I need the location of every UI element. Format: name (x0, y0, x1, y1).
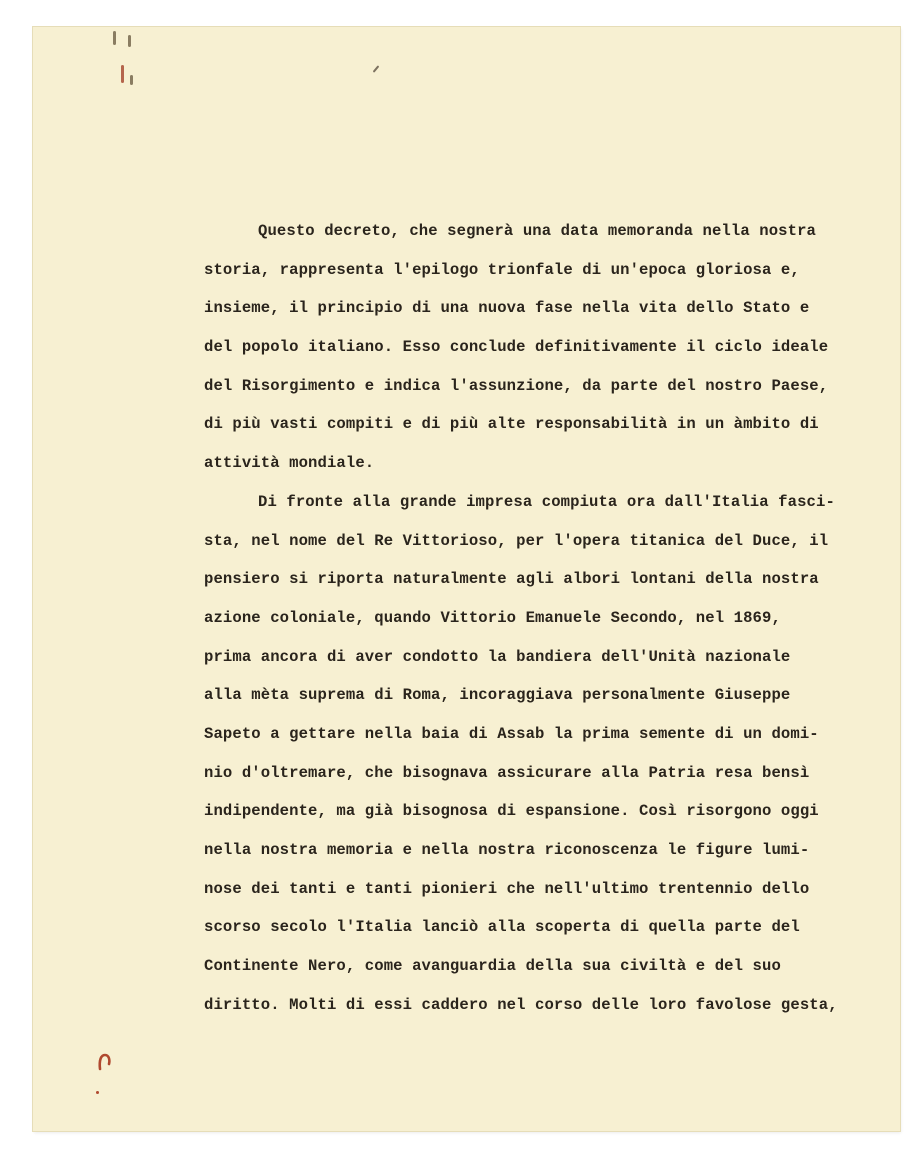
text-line: di più vasti compiti e di più alte responsabilità in un àmbito di (204, 415, 819, 434)
text-line: Di fronte alla grande impresa compiuta ora dall'Italia fasci- (258, 492, 835, 511)
text-line: del Risorgimento e indica l'assunzione, da parte del nostro Paese, (204, 376, 829, 395)
text-line: sta, nel nome del Re Vittorioso, per l'opera titanica del Duce, il (204, 531, 829, 550)
text-line: azione coloniale, quando Vittorio Emanuele Secondo, nel 1869, (204, 608, 781, 627)
text-line: Continente Nero, come avanguardia della sua civiltà e del suo (204, 957, 781, 976)
text-line: Sapeto a gettare nella baia di Assab la prima semente di un domi- (204, 724, 819, 743)
body-text (204, 212, 894, 1024)
red-dot-mark (96, 1091, 99, 1094)
text-line: insieme, il principio di una nuova fase nella vita dello Stato e (204, 299, 810, 318)
text-line: diritto. Molti di essi caddero nel corso delle loro favolose gesta, (204, 995, 838, 1014)
text-line: indipendente, ma già bisognosa di espansione. Così risorgono oggi (204, 802, 819, 821)
text-line: prima ancora di aver condotto la bandiera dell'Unità nazionale (204, 647, 791, 666)
text-line: del popolo italiano. Esso conclude definitivamente il ciclo ideale (204, 338, 829, 357)
staple-mark-lower (121, 65, 124, 83)
staple-mark-middle (128, 35, 131, 47)
text-line: Questo decreto, che segnerà una data memoranda nella nostra (258, 222, 817, 240)
staple-mark-top (113, 31, 116, 45)
text-line: pensiero si riporta naturalmente agli albori lontani della nostra (204, 570, 819, 589)
text-line: attività mondiale. (204, 454, 375, 473)
text-line: nose dei tanti e tanti pionieri che nell'ultimo trentennio dello (204, 879, 810, 898)
text-line: nio d'oltremare, che bisognava assicurare alla Patria resa bensì (204, 763, 810, 782)
staple-mark-bottom (130, 75, 133, 85)
text-line: alla mèta suprema di Roma, incoraggiava personalmente Giuseppe (204, 686, 791, 705)
text-line: nella nostra memoria e nella nostra riconoscenza le figure lumi- (204, 841, 810, 859)
text-line: scorso secolo l'Italia lanciò alla scoperta di quella parte del (204, 918, 800, 937)
red-hook-mark (97, 1051, 113, 1073)
text-line: storia, rappresenta l'epilogo trionfale di un'epoca gloriosa e, (204, 260, 800, 279)
pencil-tick (373, 65, 380, 72)
